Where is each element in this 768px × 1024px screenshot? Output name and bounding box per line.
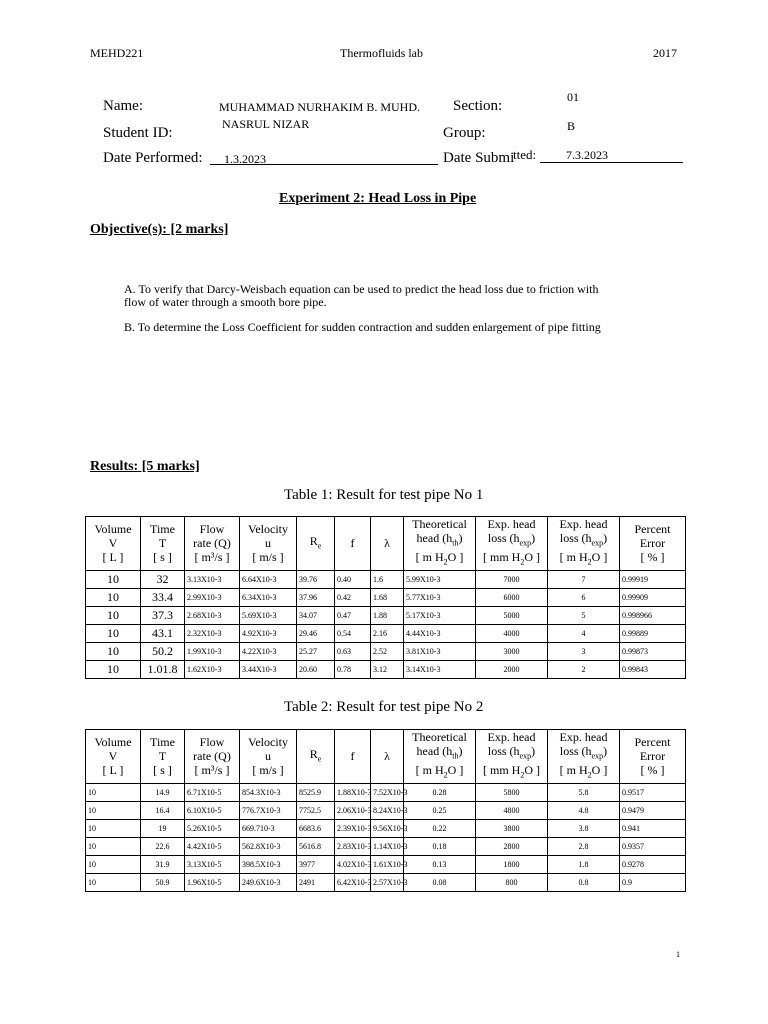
table2-header-row [86,730,686,784]
table-cell: 1.14X10-3 [371,837,404,855]
table-cell: 0.99909 [620,588,686,606]
table-row [86,642,686,660]
table-cell: 0.99843 [620,660,686,678]
table-cell: 31.9 [141,855,185,873]
table-cell: 0.40 [335,570,371,588]
table-cell: 2.06X10-3 [335,801,371,819]
table-cell: 0.78 [335,660,371,678]
page-number: 1 [676,950,680,959]
table-cell: 2.16 [371,624,404,642]
col-friction-factor: f [335,730,371,784]
table-cell: 50.2 [141,642,185,660]
table-cell: 34.07 [297,606,335,624]
table-cell: 2.39X10-3 [335,819,371,837]
table-cell: 0.941 [620,819,686,837]
table-cell: 8.24X10-3 [371,801,404,819]
table-cell: 2000 [476,660,548,678]
table-cell: 0.54 [335,624,371,642]
table-cell: 2.83X10-3 [335,837,371,855]
table-cell: 1.6 [371,570,404,588]
table-cell: 4.42X10-5 [185,837,240,855]
table-cell: 6.42X10-3 [335,873,371,891]
col-volume: Volume V [ L ] [86,517,141,571]
table-cell: 3800 [476,819,548,837]
table-cell: 5.17X10-3 [404,606,476,624]
table-cell: 0.998966 [620,606,686,624]
table-row [86,783,686,801]
table-cell: 5.77X10-3 [404,588,476,606]
table-cell: 0.18 [404,837,476,855]
results-heading: Results: [5 marks] [90,459,200,474]
name-label: Name: [103,98,143,114]
table-cell: 776.7X10-3 [240,801,297,819]
col-volume: Volume V [ L ] [86,730,141,784]
table-cell: 2.8 [548,837,620,855]
table-cell: 37.96 [297,588,335,606]
table-row [86,837,686,855]
date-submitted-underline [540,162,683,163]
col-flow-rate: Flow rate (Q) [ m³/s ] [185,517,240,571]
table-cell: 10 [86,837,141,855]
table-row [86,873,686,891]
col-lambda: λ [371,730,404,784]
table-cell: 1.96X10-5 [185,873,240,891]
col-velocity: Velocity u [ m/s ] [240,730,297,784]
table-cell: 0.63 [335,642,371,660]
group-label: Group: [443,125,486,141]
student-id-label: Student ID: [103,125,173,141]
table-cell: 0.08 [404,873,476,891]
col-theoretical-head: Theoretical head $(h_{th})$ [ m $H_2O$ ] [404,730,476,784]
col-velocity: Velocity u [ m/s ] [240,517,297,571]
table-cell: 1.01.8 [141,660,185,678]
table-cell: 0.13 [404,855,476,873]
table-cell: 8525.9 [297,783,335,801]
table-cell: 5616.8 [297,837,335,855]
table-cell: 5800 [476,783,548,801]
table-cell: 0.25 [404,801,476,819]
table-cell: 4.92X10-3 [240,624,297,642]
table-cell: 2.52 [371,642,404,660]
group-value: B [567,119,576,133]
table-cell: 10 [86,855,141,873]
table-cell: 4000 [476,624,548,642]
table-row [86,624,686,642]
col-time: Time T [ s ] [141,730,185,784]
table-cell: 0.9 [620,873,686,891]
year: 2017 [653,46,677,60]
table-cell: 5 [548,606,620,624]
table-cell: 3.13X10-5 [185,855,240,873]
table-cell: 6683.6 [297,819,335,837]
table-cell: 3.81X10-3 [404,642,476,660]
table-cell: 3.12 [371,660,404,678]
table-cell: 6000 [476,588,548,606]
name-value-line-1: MUHAMMAD NURHAKIM B. MUHD. [219,100,421,114]
table-cell: 3.8 [548,819,620,837]
col-exp-head-mm: Exp. head loss $(h_{exp})$ [ mm $H_2O$ ] [476,517,548,571]
table-cell: 800 [476,873,548,891]
table-cell: 0.22 [404,819,476,837]
table-cell: 0.9517 [620,783,686,801]
table-cell: 3.44X10-3 [240,660,297,678]
table-cell: 669.710-3 [240,819,297,837]
col-friction-factor: f [335,517,371,571]
table-cell: 2.57X10-3 [371,873,404,891]
table-cell: 4 [548,624,620,642]
table-cell: 0.8 [548,873,620,891]
table-cell: 7752.5 [297,801,335,819]
table-cell: 6 [548,588,620,606]
objective-a: A. To verify that Darcy-Weisbach equation can be used to predict the head loss due to friction with flow of water through a smooth bore pipe. [124,282,599,309]
date-performed-underline [210,164,438,165]
table-row [86,570,686,588]
table-cell: 0.99873 [620,642,686,660]
table1-body [86,570,686,678]
table-cell: 9.56X10-3 [371,819,404,837]
table-cell: 4.22X10-3 [240,642,297,660]
table-cell: 10 [86,660,141,678]
table1 [85,516,686,679]
table-cell: 50.9 [141,873,185,891]
table-row [86,819,686,837]
table-cell: 1.8 [548,855,620,873]
table-cell: 4.8 [548,801,620,819]
subject-name: Thermofluids lab [340,46,423,60]
table-cell: 22.6 [141,837,185,855]
table-cell: 562.8X10-3 [240,837,297,855]
table-cell: 19 [141,819,185,837]
table-cell: 2491 [297,873,335,891]
table-cell: 3.14X10-3 [404,660,476,678]
table-cell: 6.71X10-5 [185,783,240,801]
table-cell: 2 [548,660,620,678]
table-cell: 10 [86,642,141,660]
table-cell: 1800 [476,855,548,873]
table-cell: 33.4 [141,588,185,606]
col-theoretical-head: Theoretical head $(h_{th})$ [ m $H_2O$ ] [404,517,476,571]
table-row [86,606,686,624]
name-value-line-2: NASRUL NIZAR [222,117,310,131]
table-cell: 249.6X10-3 [240,873,297,891]
table-cell: 3 [548,642,620,660]
table1-header-row [86,517,686,571]
date-submitted-value: 7.3.2023 [566,148,608,162]
table-cell: 0.9479 [620,801,686,819]
table-cell: 0.99919 [620,570,686,588]
table-row [86,588,686,606]
table2 [85,729,686,892]
table-cell: 39.76 [297,570,335,588]
table-cell: 0.42 [335,588,371,606]
col-reynolds: $R_e$ [297,730,335,784]
table2-caption: Table 2: Result for test pipe No 2 [284,699,484,715]
table-cell: 5000 [476,606,548,624]
course-code: MEHD221 [90,46,144,60]
table-cell: 1.61X10-3 [371,855,404,873]
table-cell: 1.99X10-3 [185,642,240,660]
table-row [86,660,686,678]
table-cell: 1.68 [371,588,404,606]
table-row [86,801,686,819]
table-cell: 16.4 [141,801,185,819]
table-cell: 5.8 [548,783,620,801]
table-cell: 1.62X10-3 [185,660,240,678]
table-cell: 5.69X10-3 [240,606,297,624]
table-cell: 3000 [476,642,548,660]
date-submitted-label: Date Submi [443,150,515,166]
table-cell: 4800 [476,801,548,819]
table-cell: 2.68X10-3 [185,606,240,624]
objective-b: B. To determine the Loss Coefficient for sudden contraction and sudden enlargement of pipe fitting [124,320,601,334]
col-exp-head-m: Exp. head loss $(h_{exp})$ [ m $H_2O$ ] [548,517,620,571]
col-reynolds: $R_e$ [297,517,335,571]
table-cell: 2800 [476,837,548,855]
table-cell: 7.52X10-3 [371,783,404,801]
table-cell: 854.3X10-3 [240,783,297,801]
objectives-heading: Objective(s): [2 marks] [90,222,229,237]
col-time: Time T [ s ] [141,517,185,571]
table-cell: 10 [86,570,141,588]
table-cell: 6.34X10-3 [240,588,297,606]
table-cell: 0.47 [335,606,371,624]
section-value: 01 [567,90,579,104]
col-percent-error: Percent Error [ % ] [620,730,686,784]
table-cell: 10 [86,801,141,819]
table-cell: 0.99889 [620,624,686,642]
table-cell: 1.88X10-3 [335,783,371,801]
table-cell: 37.3 [141,606,185,624]
table-cell: 10 [86,819,141,837]
experiment-title: Experiment 2: Head Loss in Pipe [279,191,477,206]
table-cell: 1.88 [371,606,404,624]
table-cell: 2.99X10-3 [185,588,240,606]
table-cell: 10 [86,606,141,624]
table-row [86,855,686,873]
table-cell: 4.02X10-3 [335,855,371,873]
col-lambda: λ [371,517,404,571]
table-cell: 3977 [297,855,335,873]
table-cell: 10 [86,624,141,642]
table-cell: 14.9 [141,783,185,801]
table-cell: 5.26X10-5 [185,819,240,837]
date-submitted-label-overlap: tted: [513,147,537,162]
table2-body [86,783,686,891]
table-cell: 0.9357 [620,837,686,855]
table-cell: 3.13X10-3 [185,570,240,588]
date-performed-value: 1.3.2023 [224,152,266,166]
table-cell: 6.10X10-5 [185,801,240,819]
table-cell: 43.1 [141,624,185,642]
table-cell: 0.28 [404,783,476,801]
date-performed-label: Date Performed: [103,150,203,166]
table1-caption: Table 1: Result for test pipe No 1 [284,487,484,503]
col-flow-rate: Flow rate (Q) [ m³/s ] [185,730,240,784]
table-cell: 10 [86,873,141,891]
table-cell: 5.99X10-3 [404,570,476,588]
table-cell: 4.44X10-3 [404,624,476,642]
table-cell: 6.64X10-3 [240,570,297,588]
table-cell: 25.27 [297,642,335,660]
table-cell: 398.5X10-3 [240,855,297,873]
table-cell: 20.60 [297,660,335,678]
table-cell: 2.32X10-3 [185,624,240,642]
col-percent-error: Percent Error [ % ] [620,517,686,571]
table-cell: 7 [548,570,620,588]
col-exp-head-mm: Exp. head loss $(h_{exp})$ [ mm $H_2O$ ] [476,730,548,784]
col-exp-head-m: Exp. head loss $(h_{exp})$ [ m $H_2O$ ] [548,730,620,784]
table-cell: 0.9278 [620,855,686,873]
table-cell: 7000 [476,570,548,588]
table-cell: 29.46 [297,624,335,642]
table-cell: 32 [141,570,185,588]
section-label: Section: [453,98,503,114]
table-cell: 10 [86,588,141,606]
table-cell: 10 [86,783,141,801]
